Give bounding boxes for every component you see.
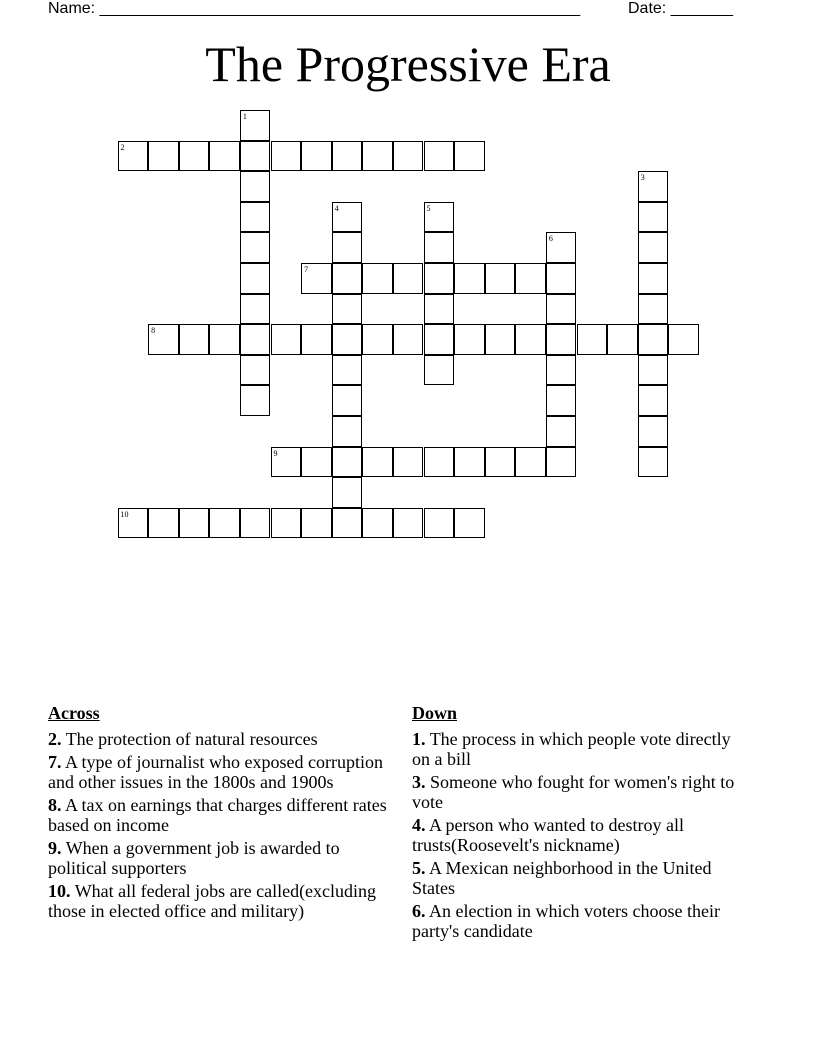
crossword-cell[interactable] <box>301 508 332 539</box>
name-field[interactable]: Name: ______________________________________________________ <box>48 0 581 17</box>
crossword-cell[interactable] <box>209 141 240 172</box>
crossword-cell[interactable] <box>148 141 179 172</box>
crossword-cell[interactable] <box>362 324 393 355</box>
crossword-cell[interactable] <box>546 232 577 263</box>
clue-text: An election in which voters choose their party's candidate <box>412 901 720 941</box>
crossword-cell[interactable] <box>546 416 577 447</box>
crossword-cell[interactable] <box>668 324 699 355</box>
crossword-cell[interactable] <box>148 324 179 355</box>
clue-number: 2. <box>48 729 62 749</box>
crossword-cell[interactable] <box>515 447 546 478</box>
crossword-cell[interactable] <box>424 263 455 294</box>
crossword-cell[interactable] <box>424 141 455 172</box>
crossword-cell[interactable] <box>240 232 271 263</box>
crossword-cell[interactable] <box>638 294 669 325</box>
crossword-cell[interactable] <box>546 263 577 294</box>
crossword-cell[interactable] <box>638 416 669 447</box>
crossword-cell[interactable] <box>148 508 179 539</box>
clue-number-label: 9 <box>273 448 278 458</box>
crossword-cell[interactable] <box>393 447 424 478</box>
clue-text: A Mexican neighborhood in the United States <box>412 858 712 898</box>
clue-across-2 <box>48 729 388 749</box>
clue-down-3 <box>412 772 742 812</box>
crossword-cell[interactable] <box>638 171 669 202</box>
clue-number: 10. <box>48 881 71 901</box>
crossword-cell[interactable] <box>240 324 271 355</box>
crossword-cell[interactable] <box>424 232 455 263</box>
crossword-cell[interactable] <box>577 324 608 355</box>
clue-text: When a government job is awarded to political supporters <box>48 838 340 878</box>
crossword-cell[interactable] <box>240 294 271 325</box>
clue-number-label: 3 <box>640 173 645 183</box>
crossword-cell[interactable] <box>240 385 271 416</box>
crossword-cell[interactable] <box>362 447 393 478</box>
clue-down-1 <box>412 729 742 769</box>
clue-down-5 <box>412 858 742 898</box>
crossword-cell[interactable] <box>179 141 210 172</box>
crossword-cell[interactable] <box>424 447 455 478</box>
clue-number-label: 8 <box>151 326 156 336</box>
crossword-cell[interactable] <box>240 355 271 386</box>
crossword-cell[interactable] <box>332 447 363 478</box>
crossword-cell[interactable] <box>638 447 669 478</box>
across-clues <box>48 703 388 924</box>
clue-text: Someone who fought for women's right to vote <box>412 772 735 812</box>
crossword-cell[interactable] <box>301 263 332 294</box>
clue-number-label: 1 <box>242 112 247 121</box>
crossword-cell[interactable] <box>424 355 455 386</box>
clue-number: 8. <box>48 795 62 815</box>
crossword-cell[interactable] <box>546 355 577 386</box>
crossword-cell[interactable] <box>301 324 332 355</box>
clue-across-7 <box>48 752 388 792</box>
crossword-cell[interactable] <box>271 447 302 478</box>
crossword-cell[interactable] <box>179 324 210 355</box>
crossword-cell[interactable] <box>546 294 577 325</box>
crossword-cell[interactable] <box>240 141 271 172</box>
clue-number-label: 10 <box>120 509 129 519</box>
crossword-cell[interactable] <box>515 324 546 355</box>
clue-across-10 <box>48 881 388 921</box>
crossword-cell[interactable] <box>393 508 424 539</box>
crossword-cell[interactable] <box>638 324 669 355</box>
clue-number: 3. <box>412 772 426 792</box>
crossword-cell[interactable] <box>332 232 363 263</box>
crossword-cell[interactable] <box>638 263 669 294</box>
clue-number-label: 6 <box>548 234 553 244</box>
crossword-cell[interactable] <box>209 508 240 539</box>
crossword-cell[interactable] <box>393 263 424 294</box>
clue-text: A tax on earnings that charges different rates based on income <box>48 795 387 835</box>
clue-number-label: 5 <box>426 203 431 213</box>
crossword-cell[interactable] <box>332 508 363 539</box>
crossword-cell[interactable] <box>301 447 332 478</box>
clue-number: 5. <box>412 858 426 878</box>
crossword-cell[interactable] <box>332 324 363 355</box>
crossword-cell[interactable] <box>179 508 210 539</box>
crossword-cell[interactable] <box>454 447 485 478</box>
clue-across-9 <box>48 838 388 878</box>
crossword-cell[interactable] <box>240 110 271 141</box>
clue-text: A person who wanted to destroy all trusts(Roosevelt's nickname) <box>412 815 684 855</box>
crossword-cell[interactable] <box>424 294 455 325</box>
crossword-cell[interactable] <box>454 141 485 172</box>
crossword-cell[interactable] <box>546 324 577 355</box>
crossword-cell[interactable] <box>240 202 271 233</box>
crossword-cell[interactable] <box>393 324 424 355</box>
clue-number: 9. <box>48 838 62 858</box>
crossword-cell[interactable] <box>485 324 516 355</box>
crossword-cell[interactable] <box>240 171 271 202</box>
crossword-cell[interactable] <box>118 508 149 539</box>
crossword-cell[interactable] <box>301 141 332 172</box>
crossword-cell[interactable] <box>118 141 149 172</box>
crossword-cell[interactable] <box>332 385 363 416</box>
crossword-cell[interactable] <box>393 141 424 172</box>
clue-text: A type of journalist who exposed corruption and other issues in the 1800s and 1900s <box>48 752 383 792</box>
page-title: The Progressive Era <box>205 36 611 92</box>
crossword-cell[interactable] <box>240 263 271 294</box>
crossword-cell[interactable] <box>332 294 363 325</box>
crossword-cell[interactable] <box>271 508 302 539</box>
crossword-cell[interactable] <box>332 477 363 508</box>
clue-number-label: 7 <box>304 265 309 274</box>
clue-down-6 <box>412 901 742 941</box>
clue-number-label: 2 <box>120 142 125 152</box>
crossword-cell[interactable] <box>454 263 485 294</box>
crossword-cell[interactable] <box>638 232 669 263</box>
crossword-cell[interactable] <box>332 263 363 294</box>
crossword-cell[interactable] <box>332 141 363 172</box>
across-heading: Across <box>48 703 100 723</box>
crossword-cell[interactable] <box>607 324 638 355</box>
crossword-cell[interactable] <box>240 508 271 539</box>
crossword-cell[interactable] <box>485 447 516 478</box>
crossword-cell[interactable] <box>271 141 302 172</box>
crossword-cell[interactable] <box>638 385 669 416</box>
crossword-cell[interactable] <box>454 324 485 355</box>
clue-number: 1. <box>412 729 426 749</box>
clue-across-8 <box>48 795 388 835</box>
crossword-cell[interactable] <box>332 202 363 233</box>
clue-down-4 <box>412 815 742 855</box>
crossword-cell[interactable] <box>332 416 363 447</box>
crossword-cell[interactable] <box>332 355 363 386</box>
crossword-cell[interactable] <box>638 355 669 386</box>
clue-text: The protection of natural resources <box>65 729 318 749</box>
crossword-cell[interactable] <box>454 508 485 539</box>
crossword-cell[interactable] <box>362 263 393 294</box>
crossword-cell[interactable] <box>424 508 455 539</box>
clue-number: 7. <box>48 752 62 772</box>
clue-number: 4. <box>412 815 426 835</box>
crossword-cell[interactable] <box>209 324 240 355</box>
down-clues <box>412 703 742 944</box>
crossword-cell[interactable] <box>485 263 516 294</box>
crossword-cell[interactable] <box>515 263 546 294</box>
crossword-cell[interactable] <box>424 324 455 355</box>
date-field[interactable]: Date: _______ <box>628 0 733 17</box>
clue-text: The process in which people vote directly on a bill <box>412 729 731 769</box>
crossword-cell[interactable] <box>362 508 393 539</box>
clue-number: 6. <box>412 901 426 921</box>
crossword-cell[interactable] <box>546 447 577 478</box>
crossword-cell[interactable] <box>424 202 455 233</box>
clue-number-label: 4 <box>334 203 339 213</box>
crossword-cell[interactable] <box>546 385 577 416</box>
crossword-cell[interactable] <box>271 324 302 355</box>
crossword-cell[interactable] <box>638 202 669 233</box>
crossword-cell[interactable] <box>362 141 393 172</box>
clue-text: What all federal jobs are called(excluding those in elected office and military) <box>48 881 377 921</box>
down-heading: Down <box>412 703 458 723</box>
